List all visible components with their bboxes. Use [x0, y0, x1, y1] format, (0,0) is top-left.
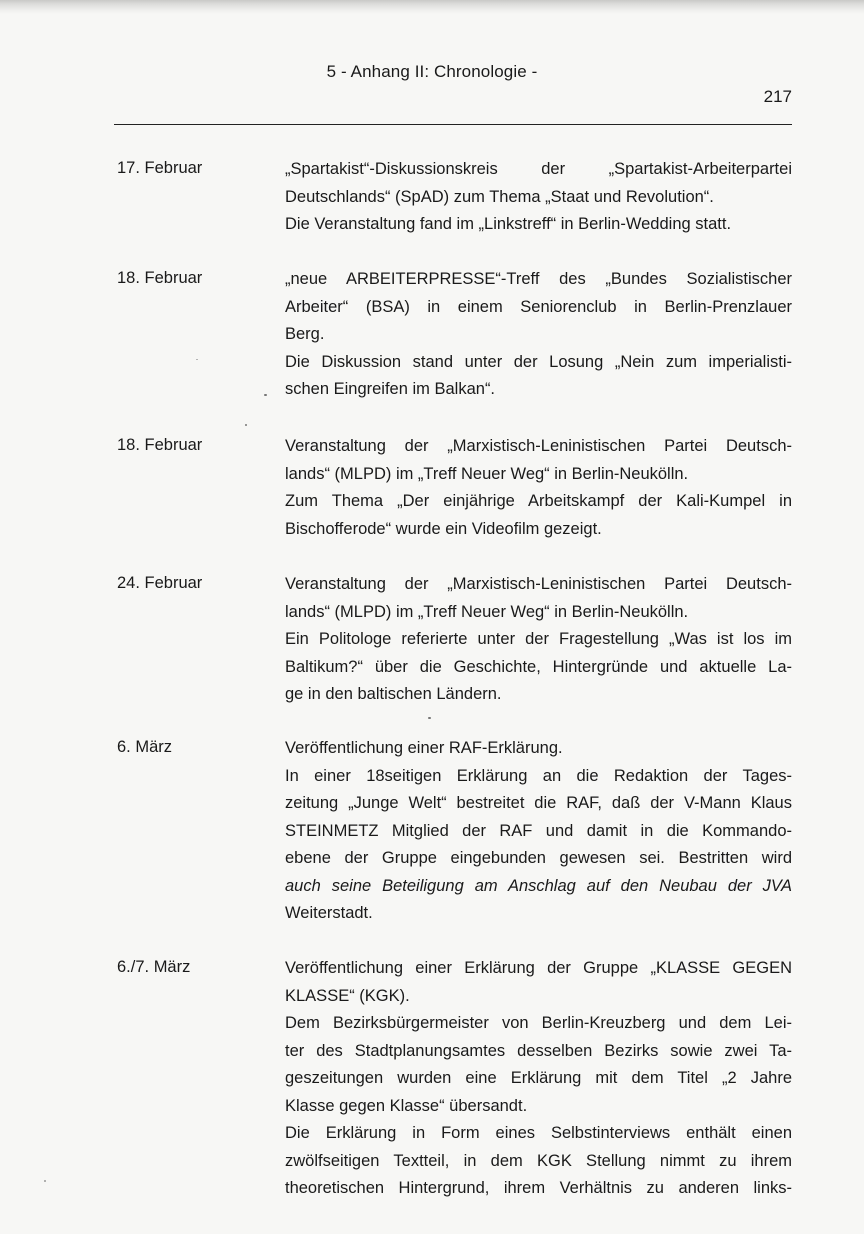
page-number: 217 — [763, 87, 792, 106]
entry-line: Baltikum?“ über die Geschichte, Hintergründe und aktuelle La- — [285, 657, 792, 676]
entry-text — [285, 955, 792, 1203]
entry-line: auch seine Beteiligung am Anschlag auf den Neubau der JVA — [285, 876, 792, 895]
scan-speck — [264, 394, 267, 396]
entry-line: ge in den baltischen Ländern. — [285, 685, 502, 703]
entry-line: Bischofferode“ wurde ein Videofilm gezeigt. — [285, 519, 602, 538]
entry-line: Klasse gegen Klasse“ übersandt. — [285, 1096, 528, 1115]
entry-line: zeitung „Junge Welt“ bestreitet die RAF, daß der V-Mann Klaus — [285, 794, 792, 812]
entry-line: Zum Thema „Der einjährige Arbeitskampf der Kali-Kumpel in — [285, 492, 792, 510]
entry-line: „neue ARBEITERPRESSE“-Treff des „Bundes Sozialistischer — [285, 270, 792, 288]
entry-line: Weiterstadt. — [285, 904, 373, 922]
entry-date: 6./7. März — [117, 958, 191, 976]
entry-line: KLASSE“ (KGK). — [285, 986, 410, 1005]
entry-line: Ein Politologe referierte unter der Fragestellung „Was ist los im — [285, 630, 792, 648]
entry-date: 24. Februar — [117, 574, 203, 592]
entry-line: theoretischen Hintergrund, ihrem Verhältnis zu anderen links- — [285, 1179, 792, 1197]
entry-line: Berg. — [285, 325, 325, 343]
entry-line: Veröffentlichung einer RAF-Erklärung. — [285, 739, 563, 757]
entry-line: zwölfseitigen Textteil, in dem KGK Stellung nimmt zu ihrem — [285, 1151, 792, 1170]
entry-line: STEINMETZ Mitglied der RAF und damit in die Kommando- — [285, 821, 792, 840]
entry-line: Die Diskussion stand unter der Losung „Nein zum imperialisti- — [285, 352, 792, 371]
entry-line: Deutschlands“ (SpAD) zum Thema „Staat und Revolution“. — [285, 187, 714, 206]
entry-text — [285, 571, 792, 709]
entry-date: 18. Februar — [117, 436, 203, 454]
entry-text — [285, 156, 792, 239]
entry-line: Veranstaltung der „Marxistisch-Leninistischen Partei Deutsch- — [285, 575, 792, 593]
header-rule — [114, 124, 792, 125]
entry-line: Die Veranstaltung fand im „Linkstreff“ in Berlin-Wedding statt. — [285, 215, 732, 233]
scan-speck — [245, 424, 247, 426]
entry-line: Veranstaltung der „Marxistisch-Leninistischen Partei Deutsch- — [285, 437, 792, 455]
entry-date: 17. Februar — [117, 159, 203, 177]
scan-speck — [196, 359, 198, 360]
entry-line: lands“ (MLPD) im „Treff Neuer Weg“ in Berlin-Neukölln. — [285, 602, 689, 621]
entry-date: 18. Februar — [117, 269, 203, 287]
entry-text — [285, 266, 792, 404]
entry-line: Arbeiter“ (BSA) in einem Seniorenclub in Berlin-Prenzlauer — [285, 297, 792, 316]
entry-line: Die Erklärung in Form eines Selbstinterviews enthält einen — [285, 1124, 792, 1142]
entry-line: „Spartakist“-Diskussionskreis der „Spartakist-Arbeiterpartei — [285, 160, 792, 178]
entry-line: geszeitungen wurden eine Erklärung mit dem Titel „2 Jahre — [285, 1069, 792, 1087]
entry-line: ter des Stadtplanungsamtes desselben Bezirks sowie zwei Ta- — [285, 1041, 792, 1060]
scan-speck — [428, 717, 431, 719]
entry-date: 6. März — [117, 738, 173, 756]
scan-edge-shadow — [0, 0, 864, 14]
entry-text — [285, 735, 792, 928]
scan-speck — [44, 1180, 46, 1182]
entry-line: lands“ (MLPD) im „Treff Neuer Weg“ in Berlin-Neukölln. — [285, 464, 689, 483]
running-head: 5 - Anhang II: Chronologie - — [326, 62, 538, 81]
entry-text — [285, 433, 792, 543]
entry-line: ebene der Gruppe eingebunden gewesen sei. Bestritten wird — [285, 849, 792, 867]
entry-line: In einer 18seitigen Erklärung an die Redaktion der Tages- — [285, 766, 792, 785]
entry-line: Dem Bezirksbürgermeister von Berlin-Kreuzberg und dem Lei- — [285, 1014, 792, 1032]
entry-line: Veröffentlichung einer Erklärung der Gruppe „KLASSE GEGEN — [285, 959, 792, 977]
entry-line: schen Eingreifen im Balkan“. — [285, 380, 496, 398]
